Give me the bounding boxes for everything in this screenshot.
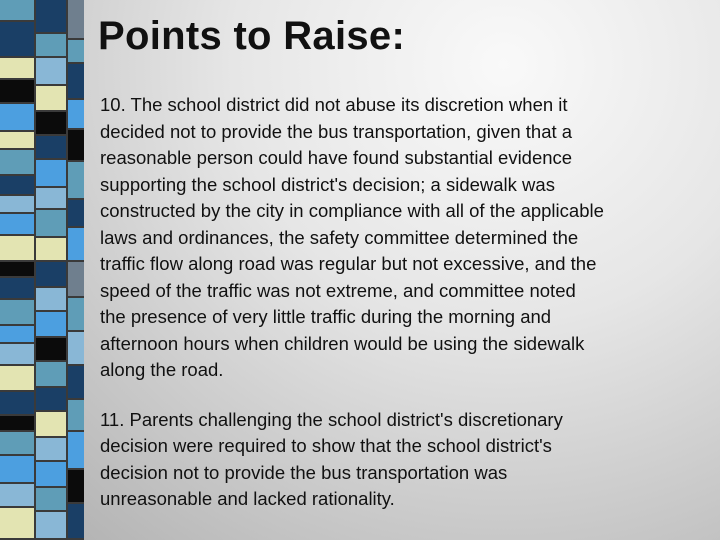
strip-block [36, 338, 66, 362]
strip-block [68, 432, 84, 470]
slide-body [100, 92, 705, 536]
strip-block [0, 80, 34, 104]
strip-column-outer [0, 0, 34, 540]
strip-block [0, 214, 34, 236]
strip-block [36, 438, 66, 462]
strip-block [68, 200, 84, 228]
strip-block [36, 0, 66, 34]
strip-block [68, 504, 84, 540]
strip-block [36, 462, 66, 488]
strip-block [68, 0, 84, 40]
decorative-left-strip [0, 0, 84, 540]
strip-block [0, 508, 34, 540]
strip-block [36, 488, 66, 512]
strip-block [0, 22, 34, 58]
strip-block [68, 162, 84, 200]
strip-block [36, 412, 66, 438]
strip-block [36, 238, 66, 262]
strip-block [36, 262, 66, 288]
strip-block [0, 176, 34, 196]
strip-block [0, 344, 34, 366]
strip-block [0, 300, 34, 326]
strip-block [68, 100, 84, 130]
strip-column-middle [36, 0, 66, 540]
strip-block [68, 40, 84, 64]
strip-block [68, 262, 84, 298]
point-10: 10. The school district did not abuse its discretion when it decided not to provide the bus transportation, given that a reasonable person could have found substantial evidence supporting the school district's decision; a sidewalk was constructed by the city in compliance with all of the applicable laws and ordinances, the safety committee determined the traffic flow along road was regular but not excessive, and the speed of the traffic was not extreme, and committee noted the presence of very little traffic during the morning and afternoon hours when children would be using the sidewalk along the road. [100, 94, 604, 380]
strip-block [0, 262, 34, 278]
strip-block [0, 456, 34, 484]
strip-block [68, 332, 84, 366]
strip-block [68, 366, 84, 400]
strip-block [0, 416, 34, 432]
strip-block [68, 298, 84, 332]
strip-block [36, 388, 66, 412]
strip-block [36, 34, 66, 58]
strip-block [36, 112, 66, 136]
strip-block [36, 512, 66, 540]
strip-block [0, 432, 34, 456]
strip-block [36, 362, 66, 388]
strip-block [0, 196, 34, 214]
strip-block [36, 136, 66, 160]
strip-block [0, 104, 34, 132]
strip-block [0, 366, 34, 392]
strip-block [36, 312, 66, 338]
strip-block [36, 288, 66, 312]
strip-block [68, 64, 84, 100]
strip-block [36, 210, 66, 238]
strip-block [0, 150, 34, 176]
strip-block [0, 132, 34, 150]
strip-block [68, 470, 84, 504]
strip-block [68, 130, 84, 162]
strip-block [0, 236, 34, 262]
strip-block [36, 86, 66, 112]
strip-block [0, 392, 34, 416]
strip-block [0, 278, 34, 300]
strip-block [0, 58, 34, 80]
point-11: 11. Parents challenging the school district's discretionary decision were required to show that the school district's decision not to provide the bus transportation was unreasonable and lacked rationality. [100, 408, 563, 509]
strip-block [0, 0, 34, 22]
strip-block [36, 188, 66, 210]
strip-block [36, 160, 66, 188]
slide-title: Points to Raise: [98, 14, 406, 58]
strip-block [68, 400, 84, 432]
strip-block [68, 228, 84, 262]
strip-column-inner [68, 0, 84, 540]
strip-block [0, 484, 34, 508]
strip-block [0, 326, 34, 344]
strip-block [36, 58, 66, 86]
